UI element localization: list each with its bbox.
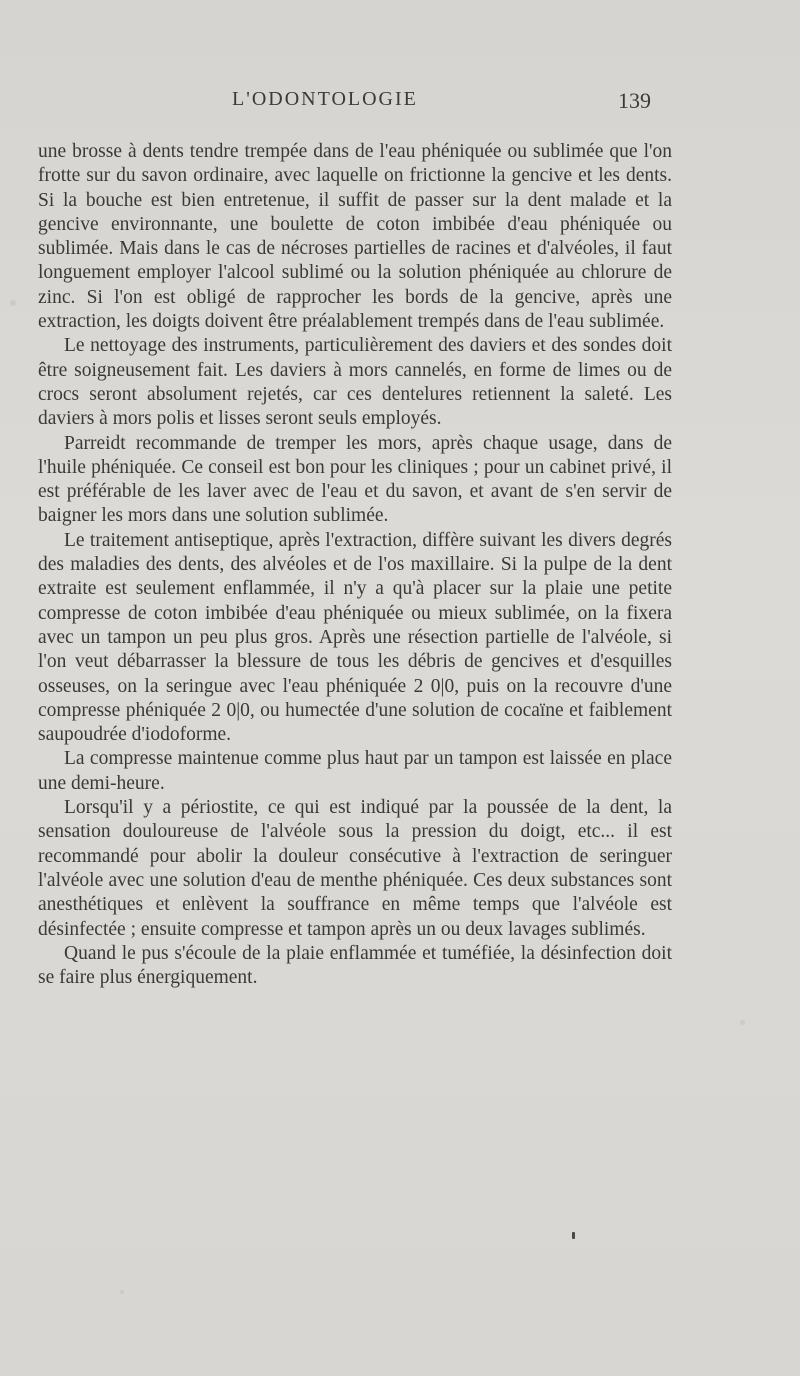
running-title: L'ODONTOLOGIE	[232, 88, 418, 110]
paragraph: Quand le pus s'écoule de la plaie enflammée et tuméfiée, la désinfection doit se faire plus énergiquement.	[38, 942, 672, 989]
paper-stain	[740, 1020, 745, 1025]
ink-mark	[572, 1232, 575, 1239]
paragraph: La compresse maintenue comme plus haut par un tampon est laissée en place une demi-heure.	[38, 748, 672, 794]
paragraph: Lorsqu'il y a périostite, ce qui est indiqué par la poussée de la dent, la sensation douloureuse de l'alvéole sous la pression du doigt, etc... il est recommandé pour abolir la douleur consécutive à l'extraction de seringuer l'alvéole avec une solution d'eau de menthe phéniquée. Ces deux substances sont anesthétiques et enlèvent la souffrance en même temps que l'alvéole est désinfectée ; ensuite compresse et tampon après un ou deux lavages sublimés.	[38, 797, 672, 940]
paper-stain	[10, 300, 16, 306]
paragraph: une brosse à dents tendre trempée dans de l'eau phéniquée ou sublimée que l'on frotte sur du savon ordinaire, avec laquelle on frictionne la gencive et les dents. Si la bouche est bien entretenue, il suffit de passer sur la dent malade et la gencive environnante, une boulette de coton imbibée d'eau phéniquée ou sublimée. Mais dans le cas de nécroses partielles de racines et d'alvéoles, il faut longuement employer l'alcool sublimé ou la solution phéniquée au chlorure de zinc. Si l'on est obligé de rapprocher les bords de la gencive, après une extraction, les doigts doivent être préalablement trempés dans de l'eau sublimée.	[38, 141, 672, 333]
paragraph: Le nettoyage des instruments, particulièrement des daviers et des sondes doit être soigneusement fait. Les daviers à mors cannelés, en forme de limes ou de crocs seront absolument rejetés, car ces dentelures retiennent la saleté. Les daviers à mors polis et lisses seront seuls employés.	[38, 335, 672, 430]
paragraph: Le traitement antiseptique, après l'extraction, diffère suivant les divers degrés des maladies des dents, des alvéoles et de l'os maxillaire. Si la pulpe de la dent extraite est seulement enflammée, il n'y a qu'à placer sur la plaie une petite compresse de coton imbibée d'eau phéniquée ou mieux sublimée, on la fixera avec un tampon un peu plus gros. Après une résection partielle de l'alvéole, si l'on veut débarrasser la blessure de tous les débris de gencives et d'esquilles osseuses, on la seringue avec l'eau phéniquée 2 0|0, puis on la recouvre d'une compresse phéniquée 2 0|0, ou humectée d'une solution de cocaïne et faiblement saupoudrée d'iodoforme.	[38, 529, 672, 746]
paragraph: Parreidt recommande de tremper les mors, après chaque usage, dans de l'huile phéniquée. Ce conseil est bon pour les cliniques ; pour un cabinet privé, il est préférable de les laver avec de l'eau et du savon, et avant de s'en servir de baigner les mors dans une solution sublimée.	[38, 432, 672, 527]
paper-stain	[120, 1290, 124, 1294]
body-text	[38, 140, 672, 990]
page-number: 139	[618, 88, 651, 113]
running-header	[0, 88, 800, 118]
